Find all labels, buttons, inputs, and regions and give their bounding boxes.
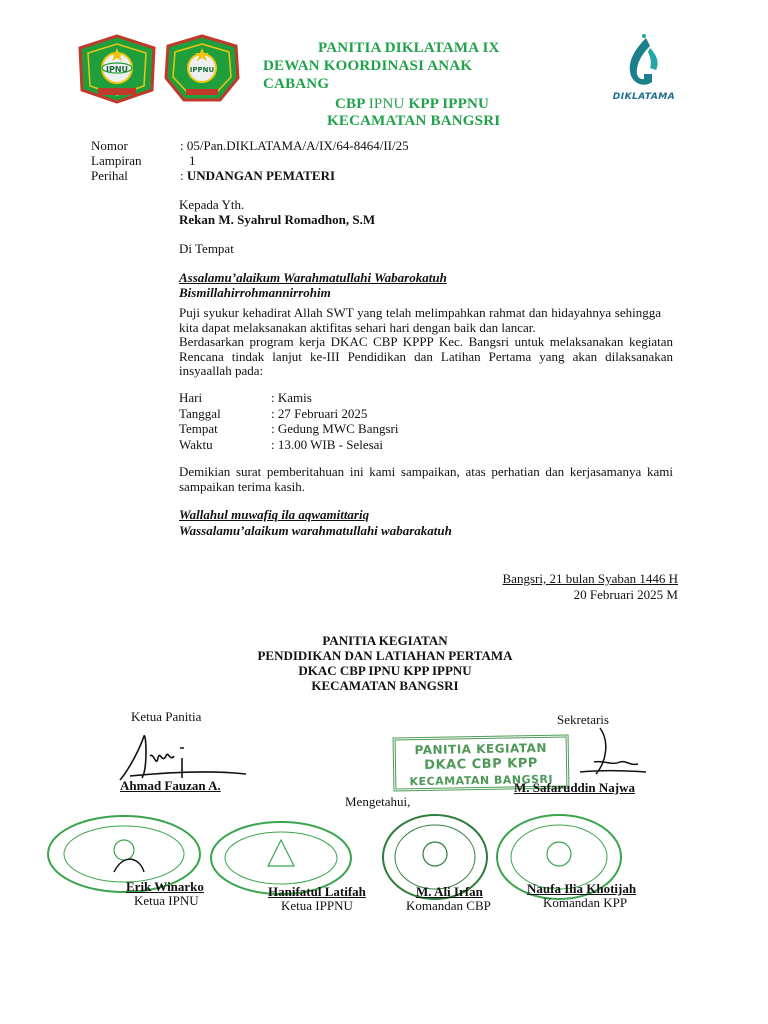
sekretaris-signature — [560, 722, 650, 782]
header-line-5: KECAMATAN BANGSRI — [327, 113, 501, 129]
ketua-ipnu-title: Ketua IPNU — [134, 893, 199, 908]
bismillah: Bismillahirrohmannirrohim — [179, 285, 331, 300]
kepada-yth: Kepada Yth. — [179, 197, 245, 212]
committee-line-1: PANITIA KEGIATAN — [322, 633, 448, 648]
ketua-panitia-title: Ketua Panitia — [131, 709, 202, 724]
lampiran-label: Lampiran — [91, 153, 142, 168]
header-cbp: CBP — [335, 96, 365, 112]
committee-line-4: KECAMATAN BANGSRI — [311, 678, 459, 693]
ippnu-logo — [162, 34, 242, 104]
schedule-value: : Gedung MWC Bangsri — [271, 421, 399, 436]
lampiran-value: 1 — [189, 153, 196, 168]
komandan-kpp-title: Komandan KPP — [543, 895, 628, 910]
diklatama-logo — [606, 34, 682, 108]
komandan-cbp-name: M. Ali Irfan — [416, 884, 483, 899]
schedule-label: Waktu — [179, 437, 213, 452]
stamp-line-3: KECAMATAN BANGSRI — [409, 772, 554, 789]
nomor-value: : 05/Pan.DIKLATAMA/A/IX/64-8464/II/25 — [180, 138, 409, 153]
schedule-value: : Kamis — [271, 390, 312, 405]
header-line-2: DEWAN KOORDINASI ANAK — [263, 58, 473, 74]
header-line-3: CABANG — [263, 76, 330, 92]
ketua-ippnu-title: Ketua IPPNU — [281, 898, 353, 913]
committee-heading — [200, 633, 570, 693]
schedule-label: Tanggal — [179, 406, 221, 421]
header-line-4 — [335, 95, 489, 113]
sekretaris-name: M. Safaruddin Najwa — [514, 780, 635, 795]
committee-line-2: PENDIDIKAN DAN LATIAHAN PERTAMA — [257, 648, 513, 663]
date-masehi: 20 Februari 2025 M — [573, 587, 678, 602]
nomor-label: Nomor — [91, 138, 128, 153]
stamp-line-1: PANITIA KEGIATAN — [414, 740, 548, 758]
schedule-value: : 27 Februari 2025 — [271, 406, 368, 421]
ketua-ippnu-name: Hanifatul Latifah — [268, 884, 366, 899]
salam-opening: Assalamu’alaikum Warahmatullahi Wabarokatuh — [179, 270, 447, 285]
perihal-colon: : — [180, 168, 184, 183]
schedule-label: Hari — [179, 390, 203, 405]
recipient-name: Rekan M. Syahrul Romadhon, S.M — [179, 212, 376, 227]
paragraph-1: Puji syukur kehadirat Allah SWT yang telah melimpahkan rahmat dan hidayahnya sehingga kita dapat melaksanakan aktifitas sehari hari dengan baik dan lancar. — [179, 305, 661, 335]
paragraph-2: Berdasarkan program kerja DKAC CBP KPPP Kec. Bangsri untuk melaksanakan kegiatan Rencana tindak lanjut ke-III Pendidikan dan Latihan Pertama yang akan dilaksanakan insyaallah pada: — [179, 334, 673, 378]
diklatama-logo-text: DIKLATAMA — [612, 92, 676, 102]
committee-line-3: DKAC CBP IPNU KPP IPPNU — [298, 663, 472, 678]
header-ipnu: IPNU — [368, 96, 405, 112]
stamp-line-2: DKAC CBP KPP — [424, 756, 538, 773]
schedule-label: Tempat — [179, 421, 218, 436]
header-line-1: PANITIA DIKLATAMA IX — [318, 40, 500, 56]
perihal-label: Perihal — [91, 168, 128, 183]
mengetahui-label: Mengetahui, — [345, 794, 411, 809]
perihal-text: UNDANGAN PEMATERI — [186, 168, 336, 183]
schedule-value: : 13.00 WIB - Selesai — [271, 437, 384, 452]
ketua-panitia-name: Ahmad Fauzan A. — [120, 778, 221, 793]
sekretaris-title: Sekretaris — [557, 712, 609, 727]
paragraph-3: Demikian surat pemberitahuan ini kami sampaikan, atas perhatian dan kerjasamanya kami sampaikan terima kasih. — [179, 464, 673, 494]
recipient-place: Di Tempat — [179, 241, 234, 256]
closing-1: Wallahul muwafiq ila aqwamittariq — [179, 507, 370, 522]
ketua-ipnu-name: Erik Winarko — [126, 879, 204, 894]
closing-2: Wassalamu’alaikum warahmatullahi wabarakatuh — [179, 523, 452, 538]
header-kpp: KPP IPPNU — [408, 96, 490, 112]
komandan-kpp-name: Naufa Ilia Khotijah — [527, 881, 637, 896]
svg-text:IPNU: IPNU — [105, 65, 129, 74]
perihal-value — [180, 168, 335, 183]
date-hijri: Bangsri, 21 bulan Syaban 1446 H — [502, 571, 678, 586]
komandan-cbp-title: Komandan CBP — [406, 898, 491, 913]
svg-text:IPPNU: IPPNU — [189, 66, 215, 74]
ipnu-logo — [76, 34, 158, 104]
